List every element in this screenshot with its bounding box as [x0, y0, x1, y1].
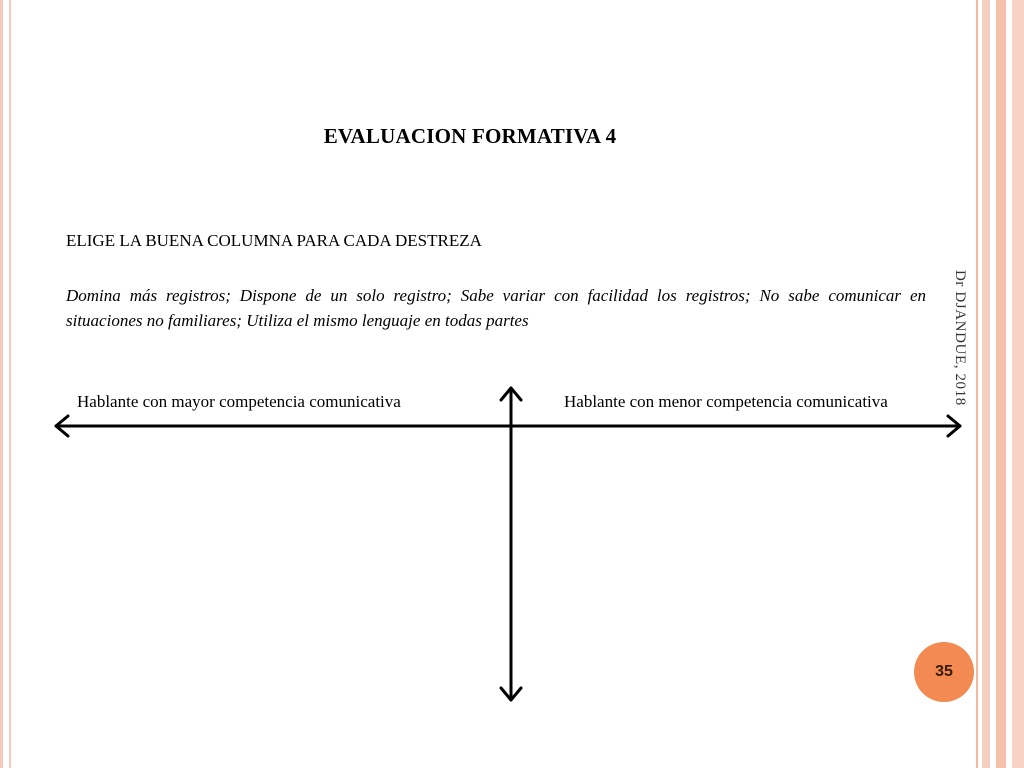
- vertical-double-arrow: [501, 388, 521, 700]
- skills-paragraph: Domina más registros; Dispone de un solo registro; Sabe variar con facilidad los registros; No sabe comunicar en situaciones no familiares; Utiliza el mismo lenguaje en todas partes: [66, 286, 926, 330]
- left-column-label: Hablante con mayor competencia comunicativa: [77, 392, 401, 411]
- author-credit: Dr DJANDUE, 2018: [952, 270, 968, 406]
- slide-number-badge: 35: [914, 642, 974, 702]
- instruction-text: ELIGE LA BUENA COLUMNA PARA CADA DESTREZA: [66, 231, 482, 250]
- horizontal-double-arrow: [56, 416, 960, 436]
- slide-title: EVALUACION FORMATIVA 4: [323, 124, 617, 148]
- right-column-label: Hablante con menor competencia comunicativa: [564, 392, 888, 411]
